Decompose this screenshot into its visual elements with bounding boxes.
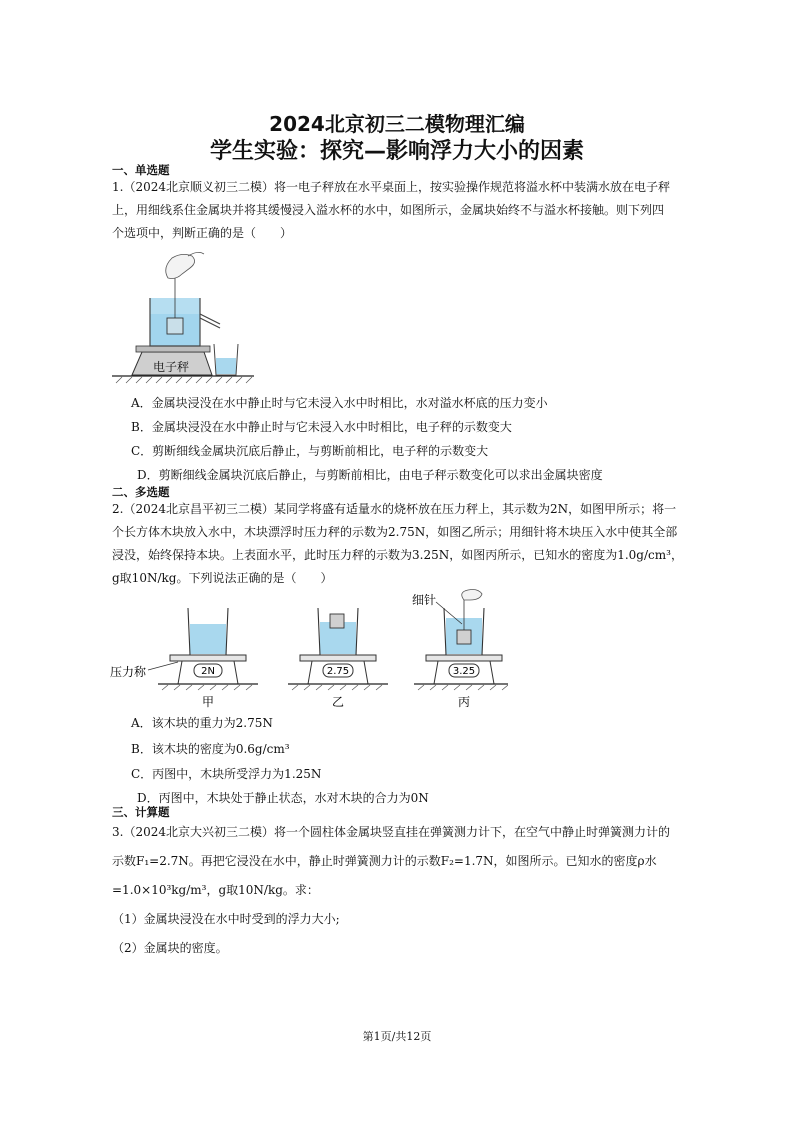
question-2-figure	[108, 588, 508, 717]
page-footer: 第1页/共12页	[362, 1030, 432, 1043]
scale-reading-bing: 3.25	[452, 666, 476, 677]
overflow-cup-diagram	[112, 248, 254, 384]
question-2-option-c: C．丙图中，木块所受浮力为1.25N	[131, 767, 322, 781]
scale-reading-yi: 2.75	[326, 666, 350, 677]
section-heading-single-choice: 一、单选题	[112, 163, 170, 177]
needle-label: 细针	[412, 593, 437, 607]
scale-label: 电子秤	[152, 360, 190, 374]
scale-yi	[288, 608, 388, 709]
pressure-scale-label: 压力称	[110, 665, 147, 679]
question-1-option-a: A．金属块浸没在水中静止时与它未浸入水中时相比，水对溢水杯底的压力变小	[131, 396, 548, 410]
document-title: 2024北京初三二模物理汇编	[269, 112, 525, 136]
question-3-subquestion-2: （2）金属块的密度。	[112, 941, 228, 955]
question-2-line: 2.（2024北京昌平初三二模）某同学将盛有适量水的烧杯放在压力秤上，其示数为2N，如图甲所示；将一	[112, 502, 677, 516]
question-3-line: 3.（2024北京大兴初三二模）将一个圆柱体金属块竖直挂在弹簧测力计下，在空气中静止时弹簧测力计的	[112, 825, 670, 839]
question-3-stem	[112, 818, 684, 963]
caption-bing: 丙	[457, 695, 471, 709]
question-3-line: 示数F₁=2.7N。再把它浸没在水中，静止时弹簧测力计的示数F₂=1.7N，如图所示。已知水的密度ρ水	[112, 854, 657, 868]
question-1-line: 上，用细线系住金属块并将其缓慢浸入溢水杯的水中，如图所示，金属块始终不与溢水杯接触。则下列四	[112, 203, 665, 217]
scale-bing	[412, 590, 508, 710]
question-2-stem	[112, 498, 684, 590]
caption-jia: 甲	[201, 695, 215, 709]
question-1-figure	[112, 248, 254, 388]
question-2-option-a: A．该木块的重力为2.75N	[131, 716, 273, 730]
question-2-line: 浸没，始终保持本块。上表面水平，此时压力秤的示数为3.25N，如图丙所示，已知水的密度为1.0g/cm³，	[112, 548, 683, 562]
question-1-option-d: D．剪断细线金属块沉底后静止，与剪断前相比，由电子秤示数变化可以求出金属块密度	[137, 468, 603, 482]
pressure-scale-diagram	[108, 588, 508, 713]
document-subtitle: 学生实验：探究—影响浮力大小的因素	[209, 139, 584, 164]
question-2-line: g取10N/kg。下列说法正确的是（ ）	[112, 571, 333, 585]
question-2-line: 个长方体木块放入水中，木块漂浮时压力秤的示数为2.75N，如图乙所示；用细针将木块压入水中使其全部	[112, 525, 678, 539]
question-2-option-b: B．该木块的密度为0.6g/cm³	[131, 742, 290, 756]
question-3-subquestion-1: （1）金属块浸没在水中时受到的浮力大小;	[112, 912, 340, 926]
section-heading-multiple-choice: 二、多选题	[112, 485, 170, 499]
scale-reading-jia: 2N	[201, 666, 215, 677]
question-1-line: 个选项中，判断正确的是（ ）	[112, 226, 293, 240]
section-heading-calculation: 三、计算题	[112, 805, 170, 819]
question-1-line: 1.（2024北京顺义初三二模）将一电子秤放在水平桌面上，按实验操作规范将溢水杯中装满水放在电子秤	[112, 180, 670, 194]
question-1-option-b: B．金属块浸没在水中静止时与它未浸入水中时相比，电子秤的示数变大	[131, 420, 512, 434]
question-1-stem	[112, 176, 684, 245]
question-1-option-c: C．剪断细线金属块沉底后静止，与剪断前相比，电子秤的示数变大	[131, 444, 489, 458]
caption-yi: 乙	[331, 695, 345, 709]
question-3-line: =1.0×10³kg/m³，g取10N/kg。求：	[112, 883, 319, 897]
question-2-option-d: D．丙图中，木块处于静止状态，水对木块的合力为0N	[137, 791, 429, 805]
scale-jia	[110, 608, 258, 709]
